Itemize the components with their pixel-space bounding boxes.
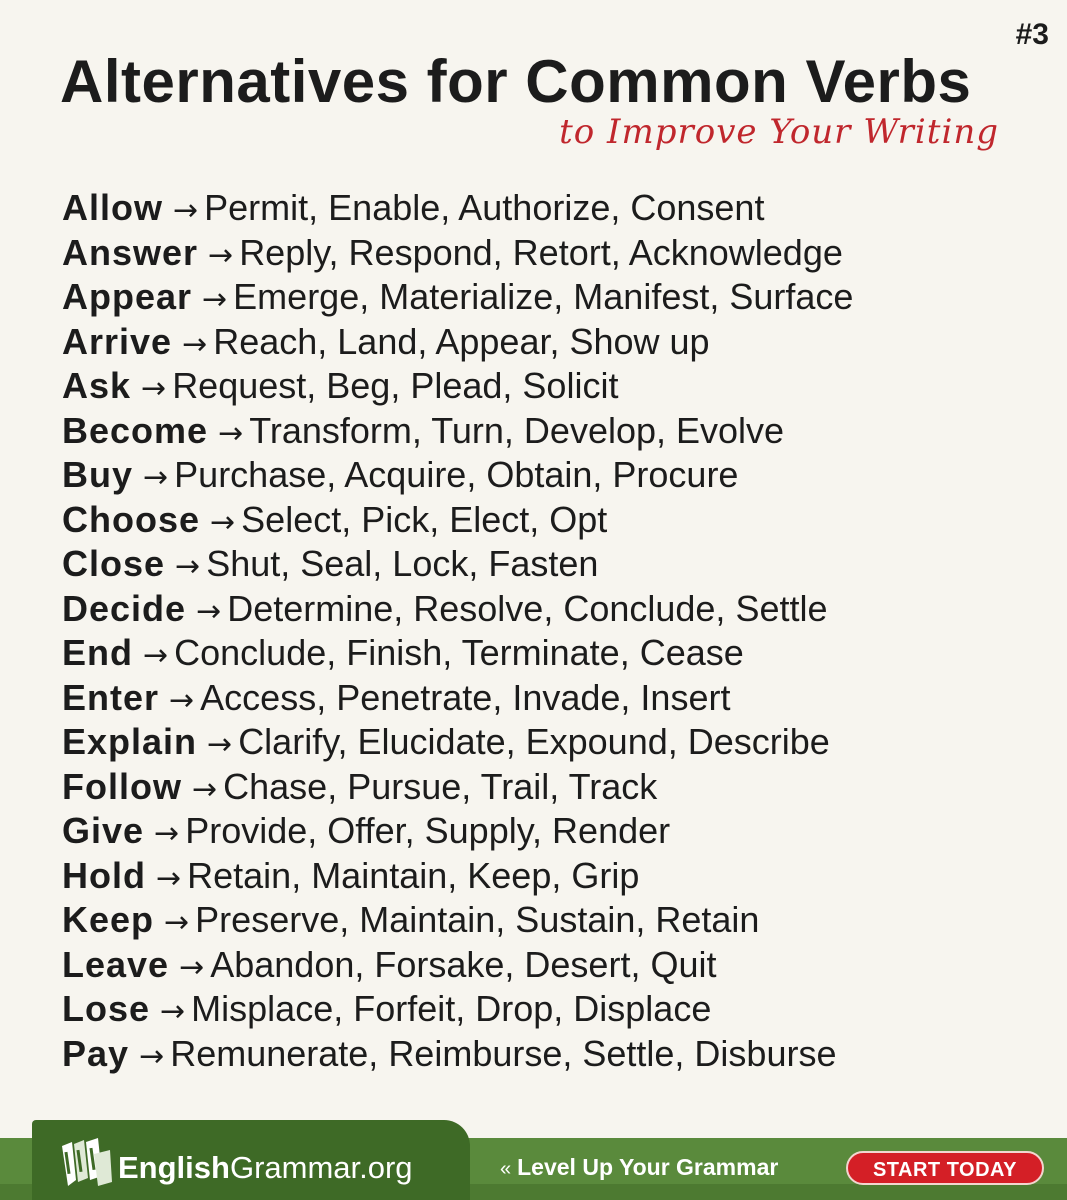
verb-row [62,275,1027,320]
right-arrow-icon: → [160,994,186,1029]
right-arrow-icon: → [173,193,199,228]
verb-term: Pay [62,1032,130,1074]
verb-term: Ask [62,365,132,406]
verb-term: Leave [62,943,170,985]
verb-alternatives: Misplace, Forfeit, Drop, Displace [191,988,712,1029]
verb-row [62,587,1027,632]
verb-row [62,987,1027,1032]
brand-name-domain: Grammar.org [229,1150,413,1185]
verb-alternatives: Reply, Respond, Retort, Acknowledge [239,231,843,273]
verb-term: Allow [62,187,163,228]
verb-term: Follow [62,765,182,807]
verb-term: Appear [62,276,193,317]
tagline [500,1154,778,1181]
verb-term: Enter [62,676,160,718]
verb-row [62,320,1027,365]
verb-alternatives: Retain, Maintain, Keep, Grip [187,854,640,896]
verb-alternatives: Conclude, Finish, Terminate, Cease [174,632,744,673]
verb-term: Hold [62,854,146,896]
verb-row [62,542,1027,587]
verb-alternatives: Remunerate, Reimburse, Settle, Disburse [170,1032,837,1074]
verb-term: Lose [62,988,151,1029]
right-arrow-icon: → [143,460,169,495]
verb-term: Keep [62,899,155,940]
post-number-badge: #3 [1015,18,1049,51]
right-arrow-icon: → [182,326,208,362]
verb-alternatives: Shut, Seal, Lock, Fasten [206,543,599,584]
right-arrow-icon: → [191,771,218,807]
start-today-button[interactable]: START TODAY [846,1151,1044,1185]
verb-alternatives: Transform, Turn, Develop, Evolve [249,409,785,451]
right-arrow-icon: → [175,549,201,584]
verb-row [62,809,1027,854]
verb-row [62,898,1027,943]
right-arrow-icon: → [169,682,195,718]
verb-row [62,943,1027,988]
verb-alternatives: Request, Beg, Plead, Solicit [172,365,619,406]
verb-alternatives: Reach, Land, Appear, Show up [213,320,710,362]
verb-term: Arrive [62,320,173,362]
footer [0,1120,1067,1200]
verb-row [62,631,1027,676]
right-arrow-icon: → [196,593,222,629]
verb-row [62,409,1027,454]
verb-row [62,720,1027,765]
verb-term: Buy [62,454,134,495]
verb-alternatives: Preserve, Maintain, Sustain, Retain [195,899,760,940]
verb-alternatives: Chase, Pursue, Trail, Track [223,765,658,807]
verb-term: Become [62,409,209,451]
right-arrow-icon: → [179,949,205,985]
right-arrow-icon: → [141,371,167,406]
verb-term: End [62,632,133,673]
verb-alternatives: Emerge, Materialize, Manifest, Surface [233,276,854,317]
double-chevron-left-icon: « [500,1158,512,1180]
tagline-text: Level Up Your Grammar [517,1154,779,1180]
verb-row [62,231,1027,276]
page-subtitle: to Improve Your Writing [559,112,999,152]
right-arrow-icon: → [207,727,233,762]
verb-alternatives: Select, Pick, Elect, Opt [241,498,608,540]
right-arrow-icon: → [154,816,180,851]
verb-alternatives: Access, Penetrate, Invade, Insert [200,676,731,718]
book-stack-logo-icon [60,1132,114,1190]
verb-row [62,498,1027,543]
verb-alternatives: Determine, Resolve, Conclude, Settle [227,587,828,629]
brand-name-bold: English [118,1150,230,1185]
right-arrow-icon: → [139,1038,165,1074]
right-arrow-icon: → [164,905,190,940]
verb-alternatives: Purchase, Acquire, Obtain, Procure [174,454,739,495]
verb-term: Answer [62,231,199,273]
verb-row [62,453,1027,498]
verb-alternatives: Clarify, Elucidate, Expound, Describe [238,721,830,762]
verb-list [62,186,1027,1076]
right-arrow-icon: → [143,638,169,673]
verb-row [62,364,1027,409]
verb-row [62,765,1027,810]
right-arrow-icon: → [155,860,182,896]
verb-alternatives: Permit, Enable, Authorize, Consent [204,187,765,228]
verb-row [62,1032,1027,1077]
page-title: Alternatives for Common Verbs [60,48,972,115]
right-arrow-icon: → [210,504,236,540]
verb-row [62,186,1027,231]
verb-term: Decide [62,587,187,629]
verb-row [62,676,1027,721]
right-arrow-icon: → [208,237,234,273]
right-arrow-icon: → [218,415,244,451]
right-arrow-icon: → [202,282,228,317]
verb-term: Give [62,810,145,851]
verb-alternatives: Provide, Offer, Supply, Render [185,810,671,851]
verb-alternatives: Abandon, Forsake, Desert, Quit [210,943,717,985]
verb-term: Explain [62,721,198,762]
verb-term: Close [62,543,166,584]
brand-name[interactable] [118,1150,413,1186]
verb-term: Choose [62,498,201,540]
verb-row [62,854,1027,899]
